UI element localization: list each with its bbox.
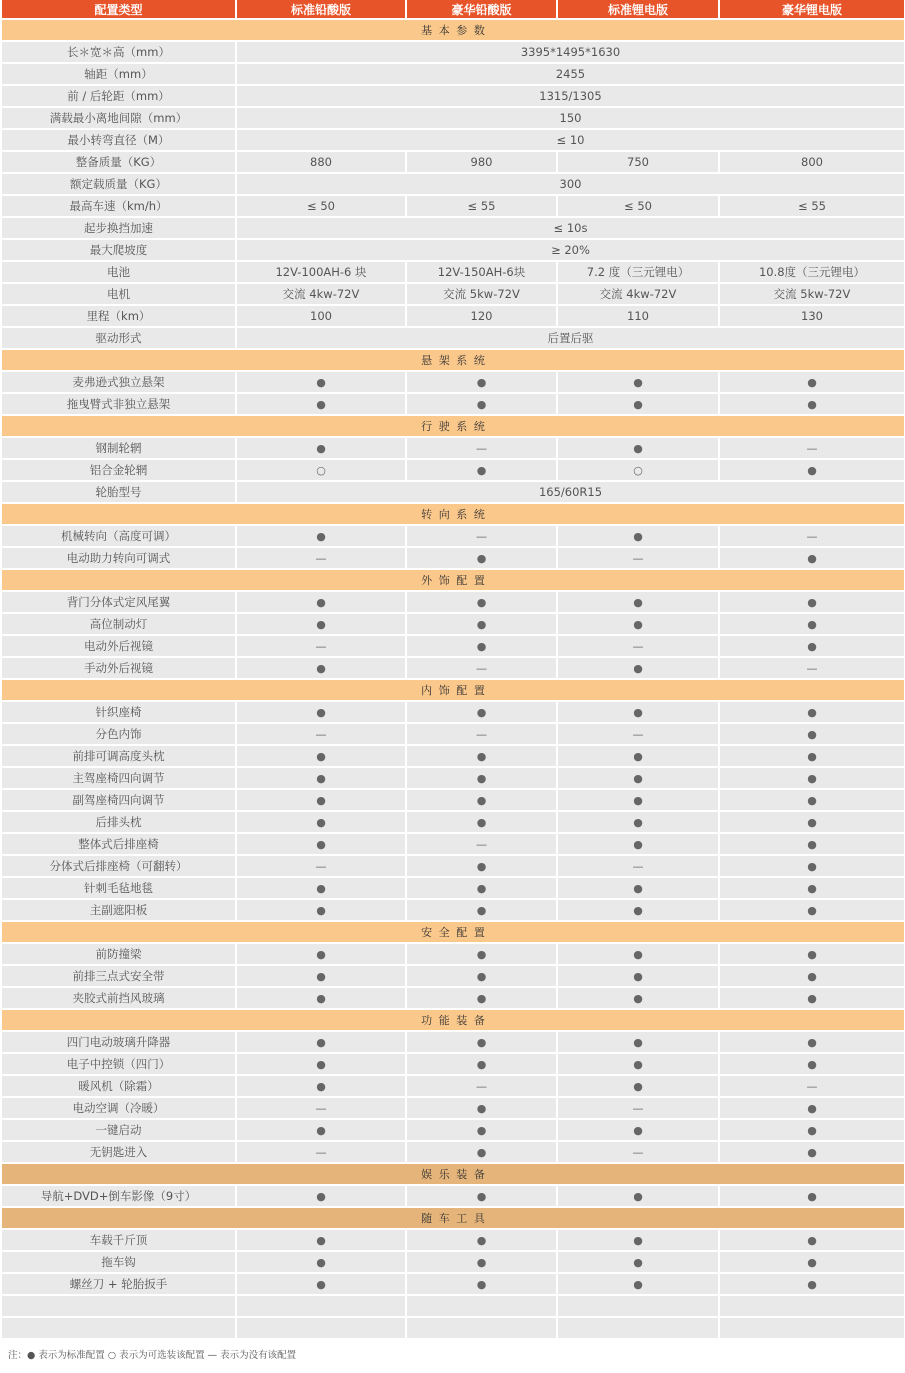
spec-value: ● xyxy=(720,790,904,812)
spec-value: ● xyxy=(407,1054,558,1076)
spec-value: ● xyxy=(407,1098,558,1120)
spec-value: ● xyxy=(237,966,407,988)
spec-label: 夹胶式前挡风玻璃 xyxy=(2,988,237,1010)
spec-value: ● xyxy=(558,1032,720,1054)
spec-row xyxy=(2,1098,904,1120)
spec-value-shared: 3395*1495*1630 xyxy=(237,42,904,64)
header-standard-lithium: 标准锂电版 xyxy=(558,0,720,20)
spec-value: ● xyxy=(558,1252,720,1274)
spec-value: — xyxy=(720,438,904,460)
spec-value: — xyxy=(237,1142,407,1164)
spec-value: ● xyxy=(407,372,558,394)
spec-label: 拖曳臂式非独立悬架 xyxy=(2,394,237,416)
spec-value: — xyxy=(558,1098,720,1120)
spec-value: ● xyxy=(558,966,720,988)
spec-label: 螺丝刀 + 轮胎扳手 xyxy=(2,1274,237,1296)
spec-value: — xyxy=(407,526,558,548)
spec-value: ● xyxy=(720,944,904,966)
spec-value: 880 xyxy=(237,152,407,174)
spec-value: — xyxy=(237,1098,407,1120)
section-title: 行驶系统 xyxy=(2,416,904,438)
spec-value: ● xyxy=(407,548,558,570)
spec-value: ● xyxy=(237,372,407,394)
spec-value: 12V-100AH-6 块 xyxy=(237,262,407,284)
spec-row xyxy=(2,1252,904,1274)
spec-label: 里程（km） xyxy=(2,306,237,328)
spec-value: ● xyxy=(237,438,407,460)
spec-value: ● xyxy=(720,1032,904,1054)
spec-value: ● xyxy=(558,988,720,1010)
spec-value: ● xyxy=(407,460,558,482)
spec-label: 机械转向（高度可调） xyxy=(2,526,237,548)
spec-value: 100 xyxy=(237,306,407,328)
spec-value: ● xyxy=(720,988,904,1010)
spec-value: — xyxy=(558,636,720,658)
blank-row xyxy=(2,1318,904,1340)
spec-value: ● xyxy=(558,1054,720,1076)
spec-value: ● xyxy=(407,768,558,790)
spec-value: ● xyxy=(407,394,558,416)
spec-value: ● xyxy=(720,1274,904,1296)
spec-value: ● xyxy=(237,1054,407,1076)
spec-row xyxy=(2,966,904,988)
spec-value: ● xyxy=(407,592,558,614)
legend-footnote: 注：● 表示为标准配置 ○ 表示为可选装该配置 — 表示为没有该配置 xyxy=(8,1350,297,1361)
section-title: 安全配置 xyxy=(2,922,904,944)
spec-value: 交流 4kw-72V xyxy=(237,284,407,306)
spec-value: — xyxy=(407,1076,558,1098)
spec-label: 四门电动玻璃升降器 xyxy=(2,1032,237,1054)
spec-value-shared: 1315/1305 xyxy=(237,86,904,108)
spec-value: ● xyxy=(237,1186,407,1208)
spec-value: ● xyxy=(558,878,720,900)
spec-value: ● xyxy=(237,1120,407,1142)
spec-value: ● xyxy=(720,768,904,790)
spec-value: ● xyxy=(558,900,720,922)
spec-label: 背门分体式定风尾翼 xyxy=(2,592,237,614)
spec-value: ● xyxy=(237,834,407,856)
spec-value: ● xyxy=(558,438,720,460)
section-header-row xyxy=(2,416,904,438)
spec-row xyxy=(2,240,904,262)
spec-value: 800 xyxy=(720,152,904,174)
spec-value: ● xyxy=(237,702,407,724)
spec-value: ● xyxy=(237,790,407,812)
spec-value: ● xyxy=(558,526,720,548)
spec-row xyxy=(2,724,904,746)
spec-row xyxy=(2,878,904,900)
spec-label: 轴距（mm） xyxy=(2,64,237,86)
spec-value: ≤ 55 xyxy=(720,196,904,218)
section-title: 基本参数 xyxy=(2,20,904,42)
spec-row xyxy=(2,812,904,834)
header-deluxe-lithium: 豪华锂电版 xyxy=(720,0,904,20)
spec-value-shared: 150 xyxy=(237,108,904,130)
spec-value: ● xyxy=(407,944,558,966)
spec-value: — xyxy=(558,724,720,746)
section-header-row xyxy=(2,1010,904,1032)
spec-row xyxy=(2,746,904,768)
spec-table xyxy=(2,0,904,1340)
spec-value: ● xyxy=(407,812,558,834)
blank-cell xyxy=(407,1318,558,1340)
spec-value: ● xyxy=(237,812,407,834)
spec-label: 长＊宽＊高（mm） xyxy=(2,42,237,64)
spec-value: ○ xyxy=(558,460,720,482)
spec-label: 电机 xyxy=(2,284,237,306)
spec-value: ● xyxy=(720,1120,904,1142)
spec-row xyxy=(2,262,904,284)
spec-value: ● xyxy=(407,1120,558,1142)
section-title: 转向系统 xyxy=(2,504,904,526)
header-row xyxy=(2,0,904,20)
spec-value: ● xyxy=(720,592,904,614)
spec-value: — xyxy=(720,1076,904,1098)
spec-value: ≤ 50 xyxy=(237,196,407,218)
spec-value: ● xyxy=(407,900,558,922)
spec-label: 主副遮阳板 xyxy=(2,900,237,922)
spec-value: ● xyxy=(720,1098,904,1120)
spec-value: — xyxy=(407,724,558,746)
spec-label: 针刺毛毡地毯 xyxy=(2,878,237,900)
spec-value: 120 xyxy=(407,306,558,328)
spec-value: 交流 4kw-72V xyxy=(558,284,720,306)
spec-label: 前防撞梁 xyxy=(2,944,237,966)
spec-value: — xyxy=(720,658,904,680)
spec-value: ● xyxy=(720,1142,904,1164)
spec-value: — xyxy=(407,658,558,680)
spec-label: 轮胎型号 xyxy=(2,482,237,504)
spec-value: — xyxy=(237,724,407,746)
spec-row xyxy=(2,592,904,614)
spec-value: ○ xyxy=(237,460,407,482)
spec-row xyxy=(2,284,904,306)
spec-label: 满载最小离地间隙（mm） xyxy=(2,108,237,130)
spec-value: ● xyxy=(237,614,407,636)
spec-label: 高位制动灯 xyxy=(2,614,237,636)
spec-value: ● xyxy=(558,394,720,416)
spec-value: ● xyxy=(237,900,407,922)
spec-value: ● xyxy=(407,636,558,658)
spec-label: 拖车钩 xyxy=(2,1252,237,1274)
spec-value: ● xyxy=(558,834,720,856)
spec-label: 前排三点式安全带 xyxy=(2,966,237,988)
spec-label: 整体式后排座椅 xyxy=(2,834,237,856)
section-title: 内饰配置 xyxy=(2,680,904,702)
section-header-row xyxy=(2,922,904,944)
spec-value: ● xyxy=(720,636,904,658)
spec-label: 电动助力转向可调式 xyxy=(2,548,237,570)
spec-value: ● xyxy=(558,1230,720,1252)
spec-row xyxy=(2,394,904,416)
spec-value: ● xyxy=(558,812,720,834)
spec-value: ● xyxy=(237,768,407,790)
spec-label: 电动外后视镜 xyxy=(2,636,237,658)
spec-value: ● xyxy=(237,878,407,900)
spec-value: ● xyxy=(558,1120,720,1142)
spec-value: ● xyxy=(558,372,720,394)
spec-value: ● xyxy=(407,746,558,768)
spec-value: ● xyxy=(720,900,904,922)
spec-label: 分色内饰 xyxy=(2,724,237,746)
section-title: 随车工具 xyxy=(2,1208,904,1230)
spec-value-shared: 2455 xyxy=(237,64,904,86)
spec-value: ● xyxy=(720,812,904,834)
spec-value: 110 xyxy=(558,306,720,328)
spec-value: 10.8度（三元锂电） xyxy=(720,262,904,284)
spec-row xyxy=(2,988,904,1010)
section-header-row xyxy=(2,350,904,372)
spec-value-shared: 165/60R15 xyxy=(237,482,904,504)
section-title: 功能装备 xyxy=(2,1010,904,1032)
blank-cell xyxy=(2,1318,237,1340)
spec-row xyxy=(2,482,904,504)
spec-value: ● xyxy=(558,614,720,636)
spec-value: — xyxy=(720,526,904,548)
spec-label: 后排头枕 xyxy=(2,812,237,834)
spec-label: 铝合金轮辋 xyxy=(2,460,237,482)
spec-value: ● xyxy=(558,1274,720,1296)
spec-value: ● xyxy=(558,746,720,768)
spec-row xyxy=(2,856,904,878)
spec-value: ● xyxy=(720,614,904,636)
spec-value: ● xyxy=(720,394,904,416)
header-standard-lead-acid: 标准铅酸版 xyxy=(237,0,407,20)
section-header-row xyxy=(2,1208,904,1230)
spec-value: ● xyxy=(237,592,407,614)
spec-label: 主驾座椅四向调节 xyxy=(2,768,237,790)
spec-value: ● xyxy=(720,372,904,394)
spec-row xyxy=(2,1076,904,1098)
spec-value-shared: ≥ 20% xyxy=(237,240,904,262)
spec-row xyxy=(2,42,904,64)
spec-label: 最小转弯直径（M） xyxy=(2,130,237,152)
spec-value: ● xyxy=(407,1274,558,1296)
spec-label: 前排可调高度头枕 xyxy=(2,746,237,768)
spec-row xyxy=(2,460,904,482)
spec-label: 最高车速（km/h） xyxy=(2,196,237,218)
spec-value: — xyxy=(558,548,720,570)
spec-label: 电子中控锁（四门） xyxy=(2,1054,237,1076)
spec-label: 副驾座椅四向调节 xyxy=(2,790,237,812)
spec-label: 手动外后视镜 xyxy=(2,658,237,680)
spec-row xyxy=(2,306,904,328)
spec-value: ● xyxy=(237,1076,407,1098)
spec-value: — xyxy=(558,856,720,878)
spec-row xyxy=(2,636,904,658)
spec-label: 针织座椅 xyxy=(2,702,237,724)
section-header-row xyxy=(2,1164,904,1186)
spec-value: 980 xyxy=(407,152,558,174)
spec-value: ● xyxy=(720,856,904,878)
spec-value-shared: 后置后驱 xyxy=(237,328,904,350)
spec-value: ● xyxy=(720,548,904,570)
spec-value: 12V-150AH-6块 xyxy=(407,262,558,284)
spec-row xyxy=(2,614,904,636)
spec-value: ● xyxy=(407,856,558,878)
spec-row xyxy=(2,1186,904,1208)
spec-value: ● xyxy=(407,1252,558,1274)
spec-value: ● xyxy=(558,658,720,680)
spec-value: ● xyxy=(407,702,558,724)
spec-value: ● xyxy=(720,1252,904,1274)
spec-value-shared: 300 xyxy=(237,174,904,196)
spec-row xyxy=(2,130,904,152)
spec-row xyxy=(2,1142,904,1164)
spec-value: — xyxy=(558,1142,720,1164)
section-header-row xyxy=(2,20,904,42)
spec-row xyxy=(2,1230,904,1252)
spec-value: ● xyxy=(407,878,558,900)
header-deluxe-lead-acid: 豪华铅酸版 xyxy=(407,0,558,20)
spec-value: ● xyxy=(407,614,558,636)
spec-value: 130 xyxy=(720,306,904,328)
spec-row xyxy=(2,834,904,856)
spec-value: ● xyxy=(720,1230,904,1252)
header-config-type: 配置类型 xyxy=(2,0,237,20)
spec-value: 交流 5kw-72V xyxy=(407,284,558,306)
spec-value: ● xyxy=(407,988,558,1010)
spec-value: ● xyxy=(558,1186,720,1208)
spec-value: — xyxy=(407,834,558,856)
spec-row xyxy=(2,526,904,548)
spec-row xyxy=(2,152,904,174)
spec-value: — xyxy=(237,636,407,658)
spec-value: ≤ 50 xyxy=(558,196,720,218)
blank-cell xyxy=(407,1296,558,1318)
spec-value: ● xyxy=(237,944,407,966)
section-title: 外饰配置 xyxy=(2,570,904,592)
spec-value: 7.2 度（三元锂电） xyxy=(558,262,720,284)
spec-label: 前 / 后轮距（mm） xyxy=(2,86,237,108)
blank-cell xyxy=(237,1296,407,1318)
section-header-row xyxy=(2,680,904,702)
spec-value: ● xyxy=(237,658,407,680)
spec-label: 无钥匙进入 xyxy=(2,1142,237,1164)
spec-value: ● xyxy=(720,966,904,988)
spec-row xyxy=(2,372,904,394)
spec-value: ● xyxy=(237,1230,407,1252)
spec-label: 起步换挡加速 xyxy=(2,218,237,240)
spec-value: ● xyxy=(407,1142,558,1164)
spec-row xyxy=(2,328,904,350)
spec-value: ● xyxy=(237,746,407,768)
spec-value: ● xyxy=(237,1032,407,1054)
spec-row xyxy=(2,944,904,966)
spec-label: 电池 xyxy=(2,262,237,284)
spec-value: ● xyxy=(558,1076,720,1098)
section-title: 娱乐装备 xyxy=(2,1164,904,1186)
section-header-row xyxy=(2,504,904,526)
spec-row xyxy=(2,174,904,196)
spec-value: ● xyxy=(558,592,720,614)
spec-value: ● xyxy=(720,724,904,746)
spec-label: 分体式后排座椅（可翻转） xyxy=(2,856,237,878)
spec-row xyxy=(2,548,904,570)
spec-row xyxy=(2,196,904,218)
spec-value: ● xyxy=(407,1032,558,1054)
spec-value-shared: ≤ 10s xyxy=(237,218,904,240)
spec-row xyxy=(2,1054,904,1076)
spec-label: 额定载质量（KG） xyxy=(2,174,237,196)
spec-value-shared: ≤ 10 xyxy=(237,130,904,152)
spec-label: 车载千斤顶 xyxy=(2,1230,237,1252)
spec-value: ≤ 55 xyxy=(407,196,558,218)
spec-label: 钢制轮辋 xyxy=(2,438,237,460)
spec-value: ● xyxy=(558,702,720,724)
spec-value: ● xyxy=(720,878,904,900)
spec-row xyxy=(2,900,904,922)
section-title: 悬架系统 xyxy=(2,350,904,372)
spec-value: ● xyxy=(720,702,904,724)
spec-value: 交流 5kw-72V xyxy=(720,284,904,306)
blank-cell xyxy=(720,1296,904,1318)
spec-row xyxy=(2,768,904,790)
spec-value: — xyxy=(407,438,558,460)
spec-row xyxy=(2,702,904,724)
spec-label: 暖风机（除霜） xyxy=(2,1076,237,1098)
spec-value: ● xyxy=(237,988,407,1010)
spec-value: ● xyxy=(720,746,904,768)
spec-value: ● xyxy=(720,1054,904,1076)
spec-value: ● xyxy=(558,790,720,812)
blank-cell xyxy=(720,1318,904,1340)
spec-value: 750 xyxy=(558,152,720,174)
blank-row xyxy=(2,1296,904,1318)
spec-label: 电动空调（冷暖） xyxy=(2,1098,237,1120)
spec-value: ● xyxy=(720,460,904,482)
spec-value: ● xyxy=(237,1252,407,1274)
blank-cell xyxy=(237,1318,407,1340)
spec-label: 麦弗逊式独立悬架 xyxy=(2,372,237,394)
spec-row xyxy=(2,64,904,86)
spec-value: — xyxy=(237,856,407,878)
spec-value: ● xyxy=(237,1274,407,1296)
spec-row xyxy=(2,1274,904,1296)
spec-row xyxy=(2,86,904,108)
section-header-row xyxy=(2,570,904,592)
spec-value: ● xyxy=(558,768,720,790)
spec-label: 最大爬坡度 xyxy=(2,240,237,262)
spec-value: ● xyxy=(237,394,407,416)
spec-value: ● xyxy=(407,1230,558,1252)
spec-row xyxy=(2,1032,904,1054)
spec-label: 一键启动 xyxy=(2,1120,237,1142)
spec-value: ● xyxy=(558,944,720,966)
spec-label: 导航+DVD+倒车影像（9寸） xyxy=(2,1186,237,1208)
spec-value: ● xyxy=(407,790,558,812)
spec-row xyxy=(2,1120,904,1142)
spec-value: ● xyxy=(407,1186,558,1208)
spec-value: — xyxy=(237,548,407,570)
spec-row xyxy=(2,658,904,680)
blank-cell xyxy=(2,1296,237,1318)
blank-cell xyxy=(558,1296,720,1318)
spec-value: ● xyxy=(720,834,904,856)
spec-value: ● xyxy=(720,1186,904,1208)
spec-value: ● xyxy=(237,526,407,548)
blank-cell xyxy=(558,1318,720,1340)
spec-body xyxy=(2,20,904,1340)
spec-label: 驱动形式 xyxy=(2,328,237,350)
spec-row xyxy=(2,218,904,240)
spec-row xyxy=(2,438,904,460)
spec-label: 整备质量（KG） xyxy=(2,152,237,174)
spec-row xyxy=(2,790,904,812)
spec-row xyxy=(2,108,904,130)
spec-value: ● xyxy=(407,966,558,988)
